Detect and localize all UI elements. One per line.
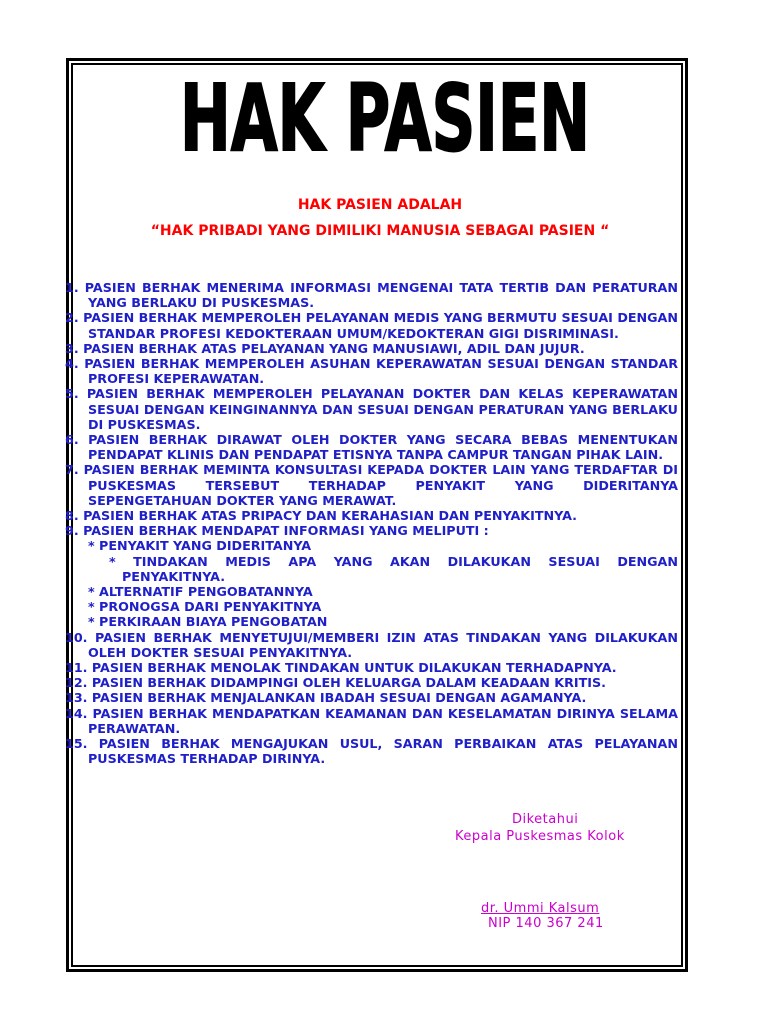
list-item: 14. PASIEN BERHAK MENDAPATKAN KEAMANAN DAN KESELAMATAN DIRINYA SELAMA PERAWATAN. bbox=[65, 705, 678, 736]
definition-quote: “HAK PRIBADI YANG DIMILIKI MANUSIA SEBAGAI PASIEN “ bbox=[150, 223, 610, 239]
sub-list-item: * PENYAKIT YANG DIDERITANYA bbox=[88, 538, 312, 554]
list-item: 13. PASIEN BERHAK MENJALANKAN IBADAH SESUAI DENGAN AGAMANYA. bbox=[65, 690, 587, 706]
list-item: 12. PASIEN BERHAK DIDAMPINGI OLEH KELUARGA DALAM KEADAAN KRITIS. bbox=[65, 675, 606, 691]
rights-list bbox=[65, 280, 678, 767]
list-item: 3. PASIEN BERHAK ATAS PELAYANAN YANG MANUSIAWI, ADIL DAN JUJUR. bbox=[65, 340, 585, 356]
sub-list-item: * PERKIRAAN BIAYA PENGOBATAN bbox=[88, 614, 328, 630]
signature-name: dr. Ummi Kalsum bbox=[481, 901, 600, 916]
list-item: 1. PASIEN BERHAK MENERIMA INFORMASI MENGENAI TATA TERTIB DAN PERATURAN YANG BERLAKU DI PUSKESMAS. bbox=[65, 280, 678, 311]
sub-list-item: * ALTERNATIF PENGOBATANNYA bbox=[88, 584, 313, 600]
list-item: 10. PASIEN BERHAK MENYETUJUI/MEMBERI IZIN ATAS TINDAKAN YANG DILAKUKAN OLEH DOKTER SESUAI PENYAKITNYA. bbox=[65, 629, 678, 660]
signature-nip: NIP 140 367 241 bbox=[488, 916, 604, 931]
list-item: 11. PASIEN BERHAK MENOLAK TINDAKAN UNTUK DILAKUKAN TERHADAPNYA. bbox=[65, 660, 617, 676]
signature-position: Kepala Puskesmas Kolok bbox=[455, 829, 625, 844]
list-item: 9. PASIEN BERHAK MENDAPAT INFORMASI YANG MELIPUTI : bbox=[65, 523, 489, 539]
list-item: 8. PASIEN BERHAK ATAS PRIPACY DAN KERAHASIAN DAN PENYAKITNYA. bbox=[65, 508, 577, 524]
document-title-wordart bbox=[0, 0, 768, 200]
list-item: 7. PASIEN BERHAK MEMINTA KONSULTASI KEPADA DOKTER LAIN YANG TERDAFTAR DI PUSKESMAS TERSEBUT TERHADAP PENYAKIT YANG DIDERITANYA SEPENGETAHUAN DOKTER YANG MERAWAT. bbox=[65, 462, 678, 508]
signature-known: Diketahui bbox=[512, 812, 579, 827]
list-item: 5. PASIEN BERHAK MEMPEROLEH PELAYANAN DOKTER DAN KELAS KEPERAWATAN SESUAI DENGAN KEINGINANNYA DAN SESUAI DENGAN PERATURAN YANG BERLAKU DI PUSKESMAS. bbox=[65, 386, 678, 432]
document-title: HAK PASIEN bbox=[180, 65, 590, 172]
list-item: 6. PASIEN BERHAK DIRAWAT OLEH DOKTER YANG SECARA BEBAS MENENTUKAN PENDAPAT KLINIS DAN PENDAPAT ETISNYA TANPA CAMPUR TANGAN PIHAK LAIN. bbox=[65, 432, 678, 463]
list-item: 4. PASIEN BERHAK MEMPEROLEH ASUHAN KEPERAWATAN SESUAI DENGAN STANDAR PROFESI KEPERAWATAN. bbox=[65, 356, 678, 387]
list-item: 2. PASIEN BERHAK MEMPEROLEH PELAYANAN MEDIS YANG BERMUTU SESUAI DENGAN STANDAR PROFESI KEDOKTERAAN UMUM/KEDOKTERAN GIGI DISRIMINASI. bbox=[65, 310, 678, 341]
heading: HAK PASIEN ADALAH bbox=[297, 197, 463, 213]
sub-list-item: * PRONOGSA DARI PENYAKITNYA bbox=[88, 599, 322, 615]
list-item: 15. PASIEN BERHAK MENGAJUKAN USUL, SARAN PERBAIKAN ATAS PELAYANAN PUSKESMAS TERHADAP DIRINYA. bbox=[65, 736, 678, 767]
sub-list-item: * TINDAKAN MEDIS APA YANG AKAN DILAKUKAN SESUAI DENGAN PENYAKITNYA. bbox=[109, 553, 678, 584]
